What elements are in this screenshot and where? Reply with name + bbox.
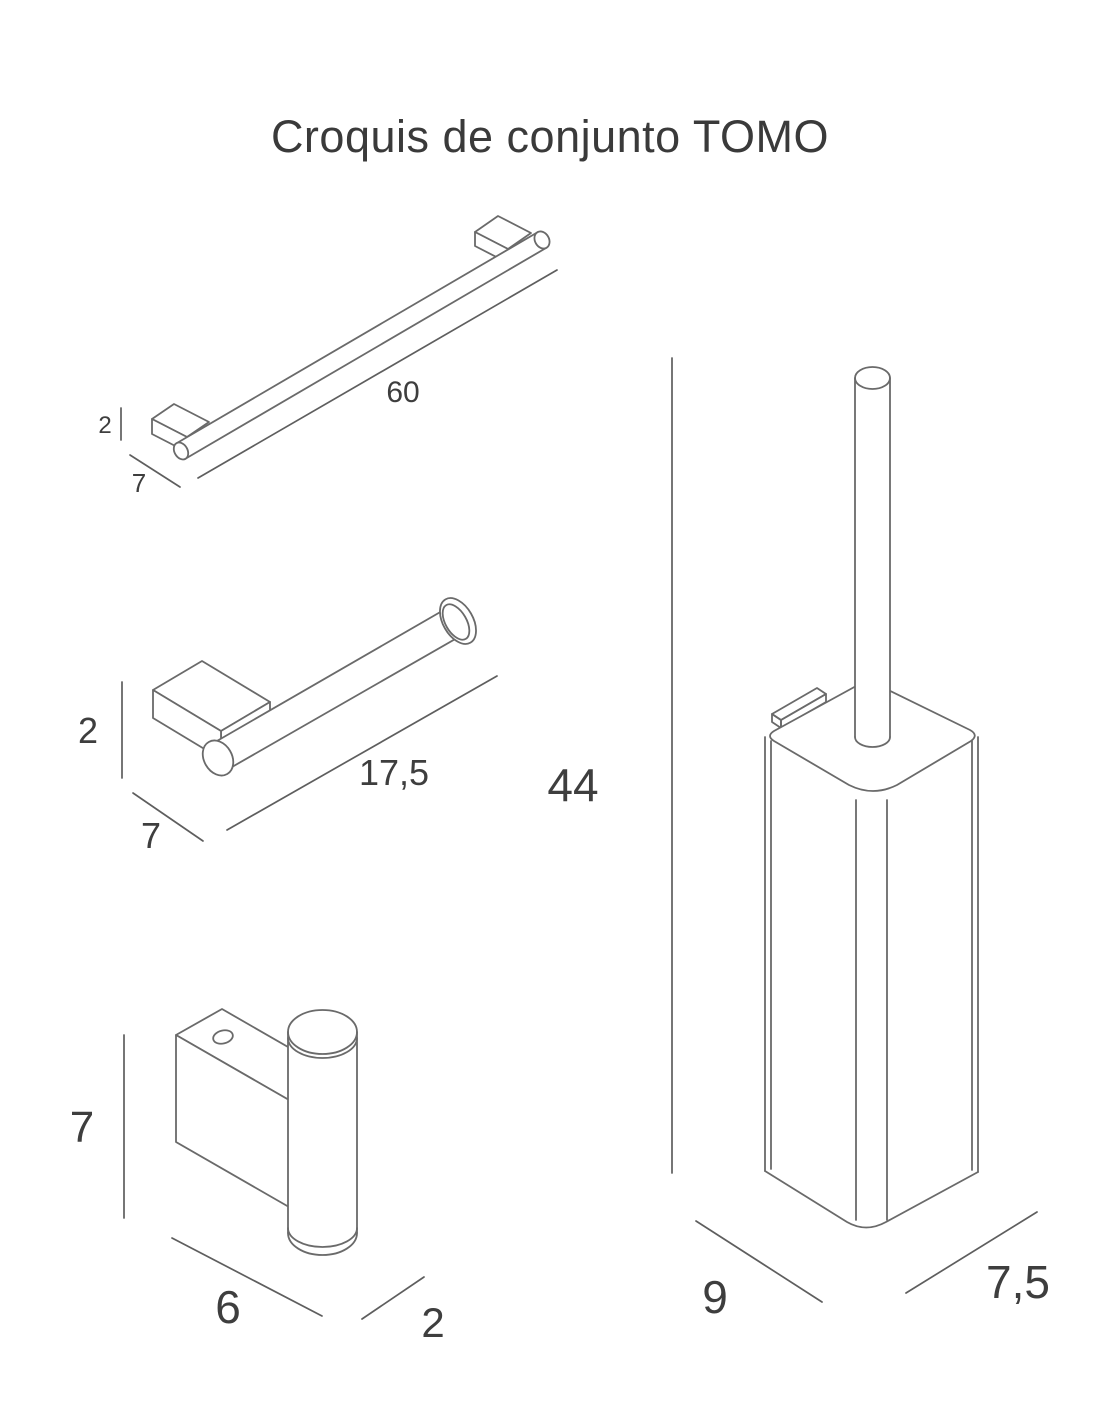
towel-bar-rod-top-edge: [177, 232, 538, 443]
hook-depth-dim-line: [362, 1277, 424, 1319]
dim-label-paper-holder-depth: 7: [140, 815, 162, 856]
brush-holder-drawing: [547, 358, 1050, 1323]
hook-drawing: [70, 1009, 445, 1346]
dim-label-towel-bar-depth: 7: [131, 468, 147, 498]
page-title: Croquis de conjunto TOMO: [270, 111, 830, 162]
towel-bar-length-dim-line: [198, 270, 557, 478]
dim-label-hook-width: 6: [215, 1281, 241, 1333]
dim-label-hook-height: 7: [69, 1103, 95, 1152]
dim-label-towel-bar-height: 2: [98, 412, 112, 439]
dim-label-paper-holder-length: 17,5: [358, 752, 430, 793]
towel-bar-rod-bottom-edge: [185, 248, 546, 459]
dim-label-hook-depth: 2: [421, 1299, 445, 1346]
brush-handle-body: [855, 378, 890, 747]
dim-label-brush-holder-height: 44: [547, 759, 599, 811]
dim-label-brush-holder-depth: 7,5: [986, 1256, 1050, 1308]
dim-label-brush-holder-width: 9: [702, 1271, 728, 1323]
hook-cylinder-top-cap: [288, 1010, 357, 1054]
brush-handle-top-cap: [855, 367, 890, 389]
hook-cylinder-body: [288, 1032, 357, 1255]
towel-bar-drawing: [98, 216, 557, 498]
brush-holder-box-bottom-edge: [765, 1171, 978, 1228]
dim-label-towel-bar-length: 60: [386, 376, 420, 409]
towel-bar-rod-body: [177, 232, 546, 459]
brush-holder-tab-front: [772, 714, 781, 728]
dim-label-paper-holder-height: 2: [77, 710, 99, 751]
paper-holder-drawing: [78, 592, 497, 856]
